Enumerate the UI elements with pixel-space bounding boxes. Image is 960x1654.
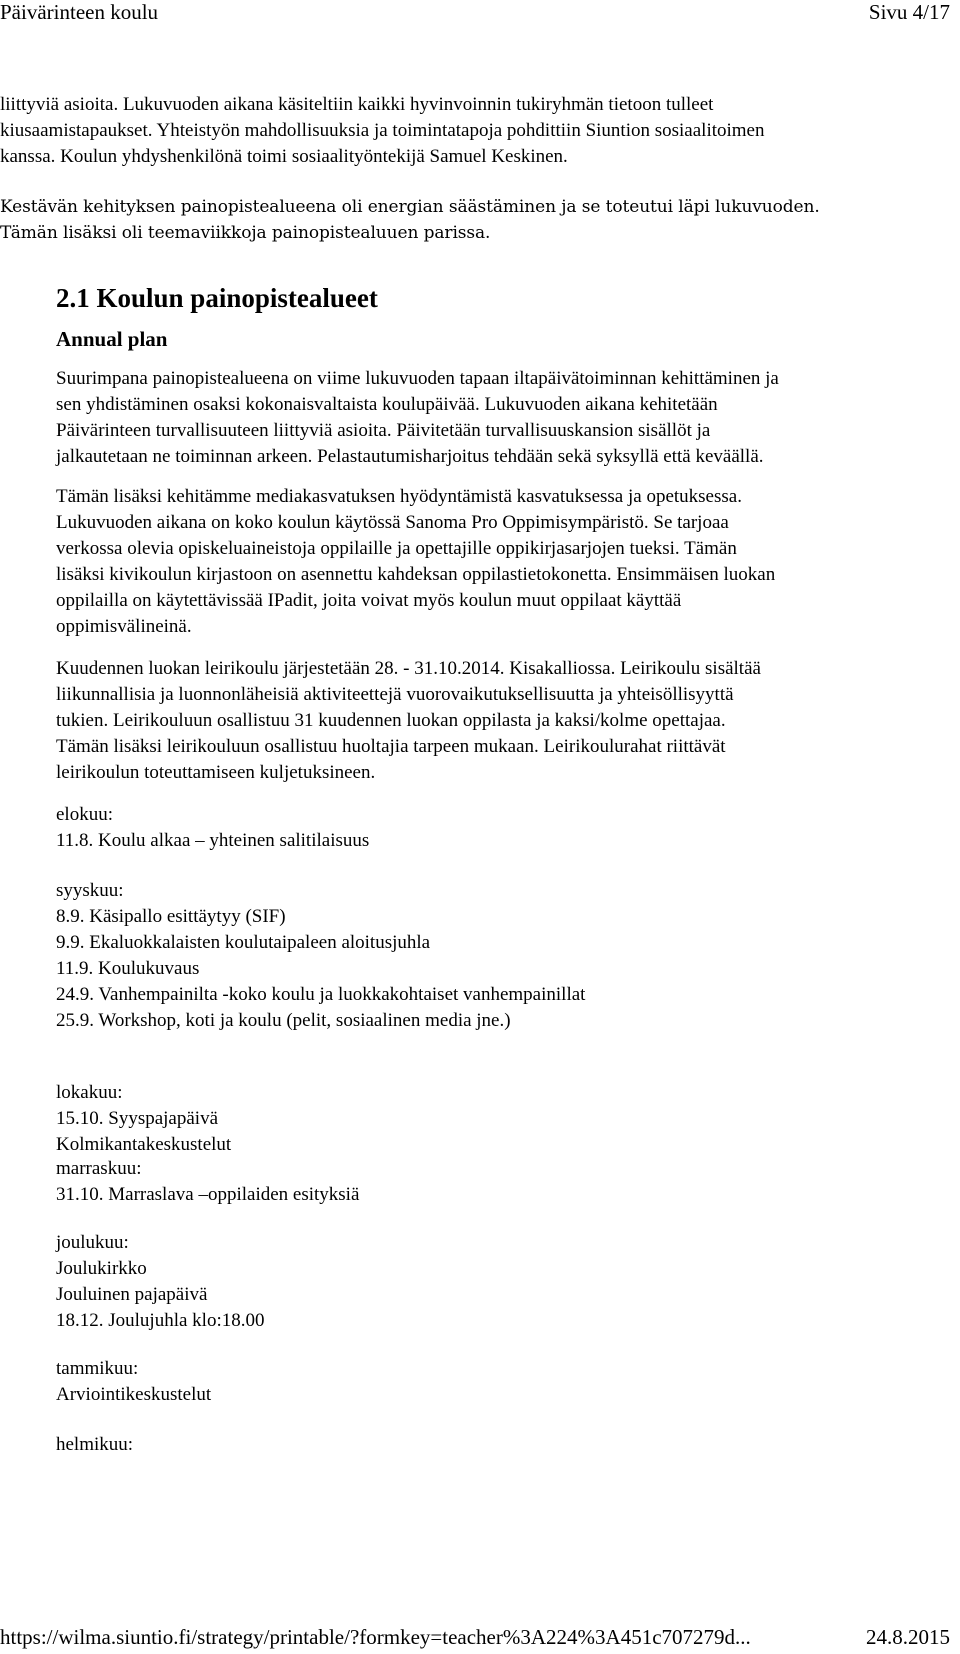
calendar-event: 15.10. Syyspajapäivä — [56, 1108, 219, 1129]
calendar-event: Jouluinen pajapäivä — [56, 1284, 208, 1305]
text-line: Tämän lisäksi kehitämme mediakasvatuksen hyödyntämistä kasvatuksessa ja opetuksessa. — [56, 486, 742, 507]
text-line: tukien. Leirikouluun osallistuu 31 kuudennen luokan oppilasta ja kaksi/kolme opettajaa. — [56, 710, 726, 731]
intro-paragraph — [0, 92, 765, 170]
text-line: Lukuvuoden aikana on koko koulun käytössä Sanoma Pro Oppimisympäristö. Se tarjoaa — [56, 512, 729, 533]
subheading-annual-plan: Annual plan — [56, 327, 168, 351]
text-line: liikunnallisia ja luonnonläheisiä aktiviteettejä vuorovaikutuksellisuutta ja yhteisöllisyyttä — [56, 684, 734, 705]
text-line: kiusaamistapaukset. Yhteistyön mahdollisuuksia ja toimintatapoja pohdittiin Siuntion sosiaalitoimen — [0, 120, 765, 141]
month-label: joulukuu: — [56, 1232, 129, 1253]
text-line: oppimisvälineinä. — [56, 616, 192, 637]
footer-url: https://wilma.siuntio.fi/strategy/printable/?formkey=teacher%3A224%3A451c707279d... — [0, 1625, 751, 1649]
calendar-event: 31.10. Marraslava –oppilaiden esityksiä — [56, 1184, 360, 1205]
month-label: elokuu: — [56, 804, 113, 825]
calendar-event: 25.9. Workshop, koti ja koulu (pelit, sosiaalinen media jne.) — [56, 1010, 511, 1031]
sustainability-paragraph — [0, 194, 820, 246]
calendar-october — [56, 1080, 231, 1158]
calendar-september — [56, 878, 585, 1034]
calendar-february — [56, 1432, 133, 1458]
paragraph-priorities — [56, 366, 779, 470]
month-label: lokakuu: — [56, 1082, 123, 1103]
paragraph-camp-school — [56, 656, 761, 786]
text-line: Kuudennen luokan leirikoulu järjestetään 28. - 31.10.2014. Kisakalliossa. Leirikoulu sisältää — [56, 658, 761, 679]
paragraph-media-education — [56, 484, 775, 640]
text-line: Tämän lisäksi oli teemaviikkoja painopistealuuen parissa. — [0, 223, 491, 243]
calendar-event: Arviointikeskustelut — [56, 1384, 212, 1405]
text-line: leirikoulun toteuttamiseen kuljetuksineen. — [56, 762, 376, 783]
calendar-event: 11.9. Koulukuvaus — [56, 958, 200, 979]
text-line: kanssa. Koulun yhdyshenkilönä toimi sosiaalityöntekijä Samuel Keskinen. — [0, 146, 568, 167]
text-line: jalkautetaan ne toiminnan arkeen. Pelastautumisharjoitus tehdään sekä syksyllä että keväällä. — [56, 446, 764, 467]
text-line: Tämän lisäksi leirikouluun osallistuu huoltajia tarpeen mukaan. Leirikoulurahat riittävät — [56, 736, 726, 757]
month-label: helmikuu: — [56, 1434, 134, 1455]
calendar-event: Kolmikantakeskustelut — [56, 1134, 232, 1155]
text-line: Kestävän kehityksen painopistealueena oli energian säästäminen ja se toteutui läpi lukuvuoden. — [0, 197, 820, 217]
calendar-event: 8.9. Käsipallo esittäytyy (SIF) — [56, 906, 286, 927]
calendar-january — [56, 1356, 211, 1408]
calendar-august — [56, 802, 369, 854]
footer-date: 24.8.2015 — [866, 1625, 950, 1649]
calendar-november — [56, 1156, 359, 1208]
calendar-event: Joulukirkko — [56, 1258, 147, 1279]
header-page-number: Sivu 4/17 — [868, 0, 950, 24]
text-line: sen yhdistäminen osaksi kokonaisvaltaista koulupäivää. Lukuvuoden aikana kehitetään — [56, 394, 718, 415]
section-title: 2.1 Koulun painopistealueet — [56, 283, 378, 313]
month-label: tammikuu: — [56, 1358, 139, 1379]
text-line: Päivärinteen turvallisuuteen liittyviä asioita. Päivitetään turvallisuuskansion sisällöt ja — [56, 420, 711, 441]
text-line: liittyviä asioita. Lukuvuoden aikana käsiteltiin kaikki hyvinvoinnin tukiryhmän tietoon tulleet — [0, 94, 714, 115]
text-line: lisäksi kivikoulun kirjastoon on asennettu kahdeksan oppilastietokonetta. Ensimmäisen luokan — [56, 564, 776, 585]
month-label: syyskuu: — [56, 880, 124, 901]
text-line: oppilailla on käytettävissää IPadit, joita voivat myös koulun muut oppilaat käyttää — [56, 590, 682, 611]
calendar-event: 24.9. Vanhempainilta -koko koulu ja luokkakohtaiset vanhempainillat — [56, 984, 586, 1005]
calendar-event: 18.12. Joulujuhla klo:18.00 — [56, 1310, 265, 1331]
text-line: verkossa olevia opiskeluaineistoja oppilaille ja opettajille oppikirjasarjojen tueksi. Tämän — [56, 538, 737, 559]
month-label: marraskuu: — [56, 1158, 142, 1179]
text-line: Suurimpana painopistealueena on viime lukuvuoden tapaan iltapäivätoiminnan kehittäminen ja — [56, 368, 779, 389]
calendar-event: 9.9. Ekaluokkalaisten koulutaipaleen aloitusjuhla — [56, 932, 431, 953]
calendar-event: 11.8. Koulu alkaa – yhteinen salitilaisuus — [56, 830, 370, 851]
calendar-december — [56, 1230, 264, 1334]
header-school-name: Päivärinteen koulu — [0, 0, 159, 24]
